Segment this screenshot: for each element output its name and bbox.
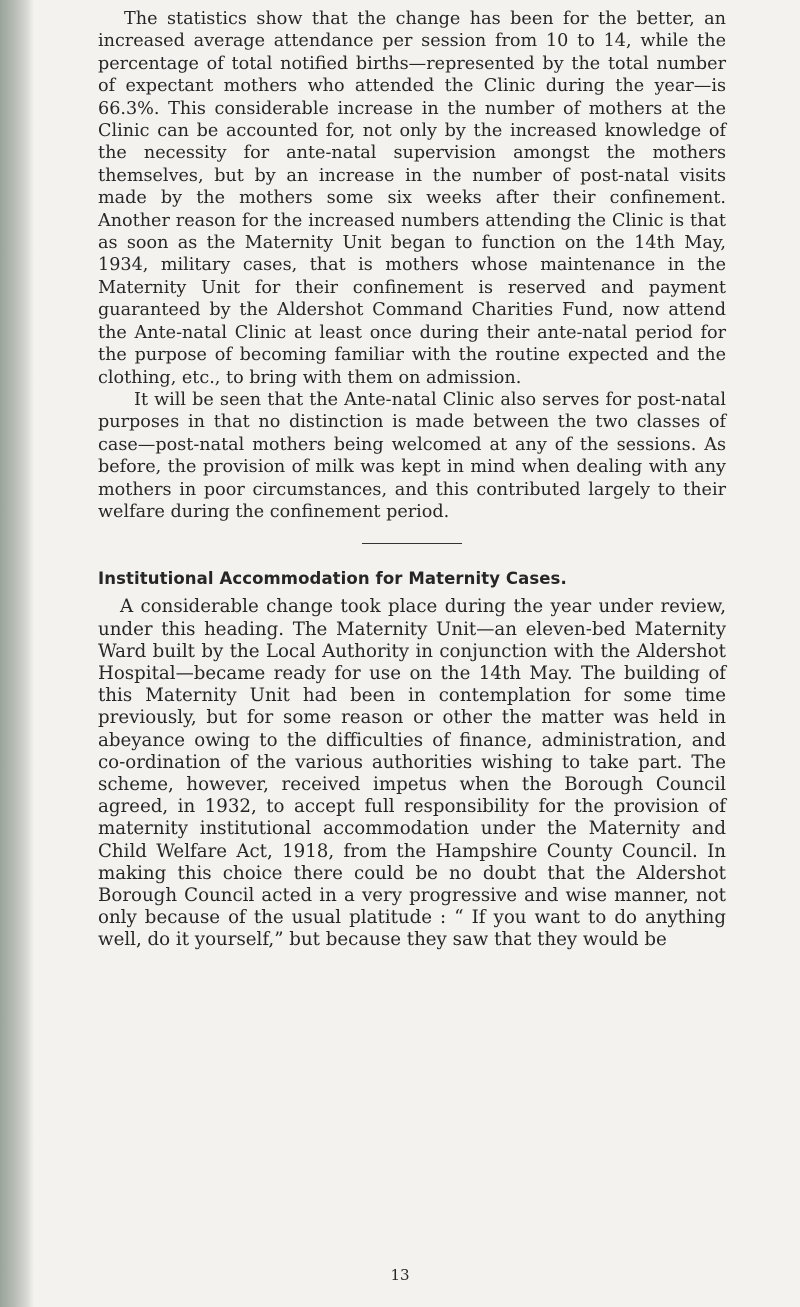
body-paragraph-statistics: The statistics show that the change has been for the better, an increased average attendance per session from 10 to 14, while the percentage of total notified births—represented by the total number of expectant mothers who attended the Clinic during the year—is 66.3%. This considerable increase in the number of mothers at the Clinic can be accounted for, not only by the increased knowledge of the necessity for ante-natal supervision amongst the mothers themselves, but by an increase in the number of post-natal visits made by the mothers some six weeks after their confinement. Another reason for the increased numbers attending the Clinic is that as soon as the Maternity Unit began to function on the 14th May, 1934, military cases, that is mothers whose maintenance in the Maternity Unit for their confinement is reserved and payment guaranteed by the Aldershot Command Charities Fund, now attend the Ante-natal Clinic at least once during their ante-natal period for the purpose of becoming familiar with the routine expected and the clothing, etc., to bring with them on admission. xyxy=(98,9,726,388)
scan-binding-edge xyxy=(0,0,34,1307)
document-page xyxy=(98,8,726,952)
section-heading: Institutional Accommodation for Maternity Cases. xyxy=(98,569,567,589)
page-number: 13 xyxy=(390,1266,410,1284)
body-paragraph-maternity-unit: A considerable change took place during the year under review, under this heading. The Maternity Unit—an eleven-bed Maternity Ward built by the Local Authority in conjunction with the Aldershot Hospital—became ready for use on the 14th May. The building of this Maternity Unit had been in contemplation for some time previously, but for some reason or other the matter was held in abeyance owing to the difficulties of finance, administration, and co-ordination of the various authorities wishing to take part. The scheme, however, received impetus when the Borough Council agreed, in 1932, to accept full responsibility for the provision of maternity institutional accommodation under the Maternity and Child Welfare Act, 1918, from the Hampshire County Council. In making this choice there could be no doubt that the Aldershot Borough Council acted in a very progressive and wise manner, not only because of the usual platitude : “ If you want to do anything well, do it yourself,” but because they saw that they would be xyxy=(98,596,726,951)
body-paragraph-post-natal: It will be seen that the Ante-natal Clinic also serves for post-natal purposes in that no distinction is made between the two classes of case—post-natal mothers being welcomed at any of the sessions. As before, the provision of milk was kept in mind when dealing with any mothers in poor circumstances, and this contributed largely to their welfare during the confinement period. xyxy=(98,389,726,522)
section-divider xyxy=(362,543,462,544)
